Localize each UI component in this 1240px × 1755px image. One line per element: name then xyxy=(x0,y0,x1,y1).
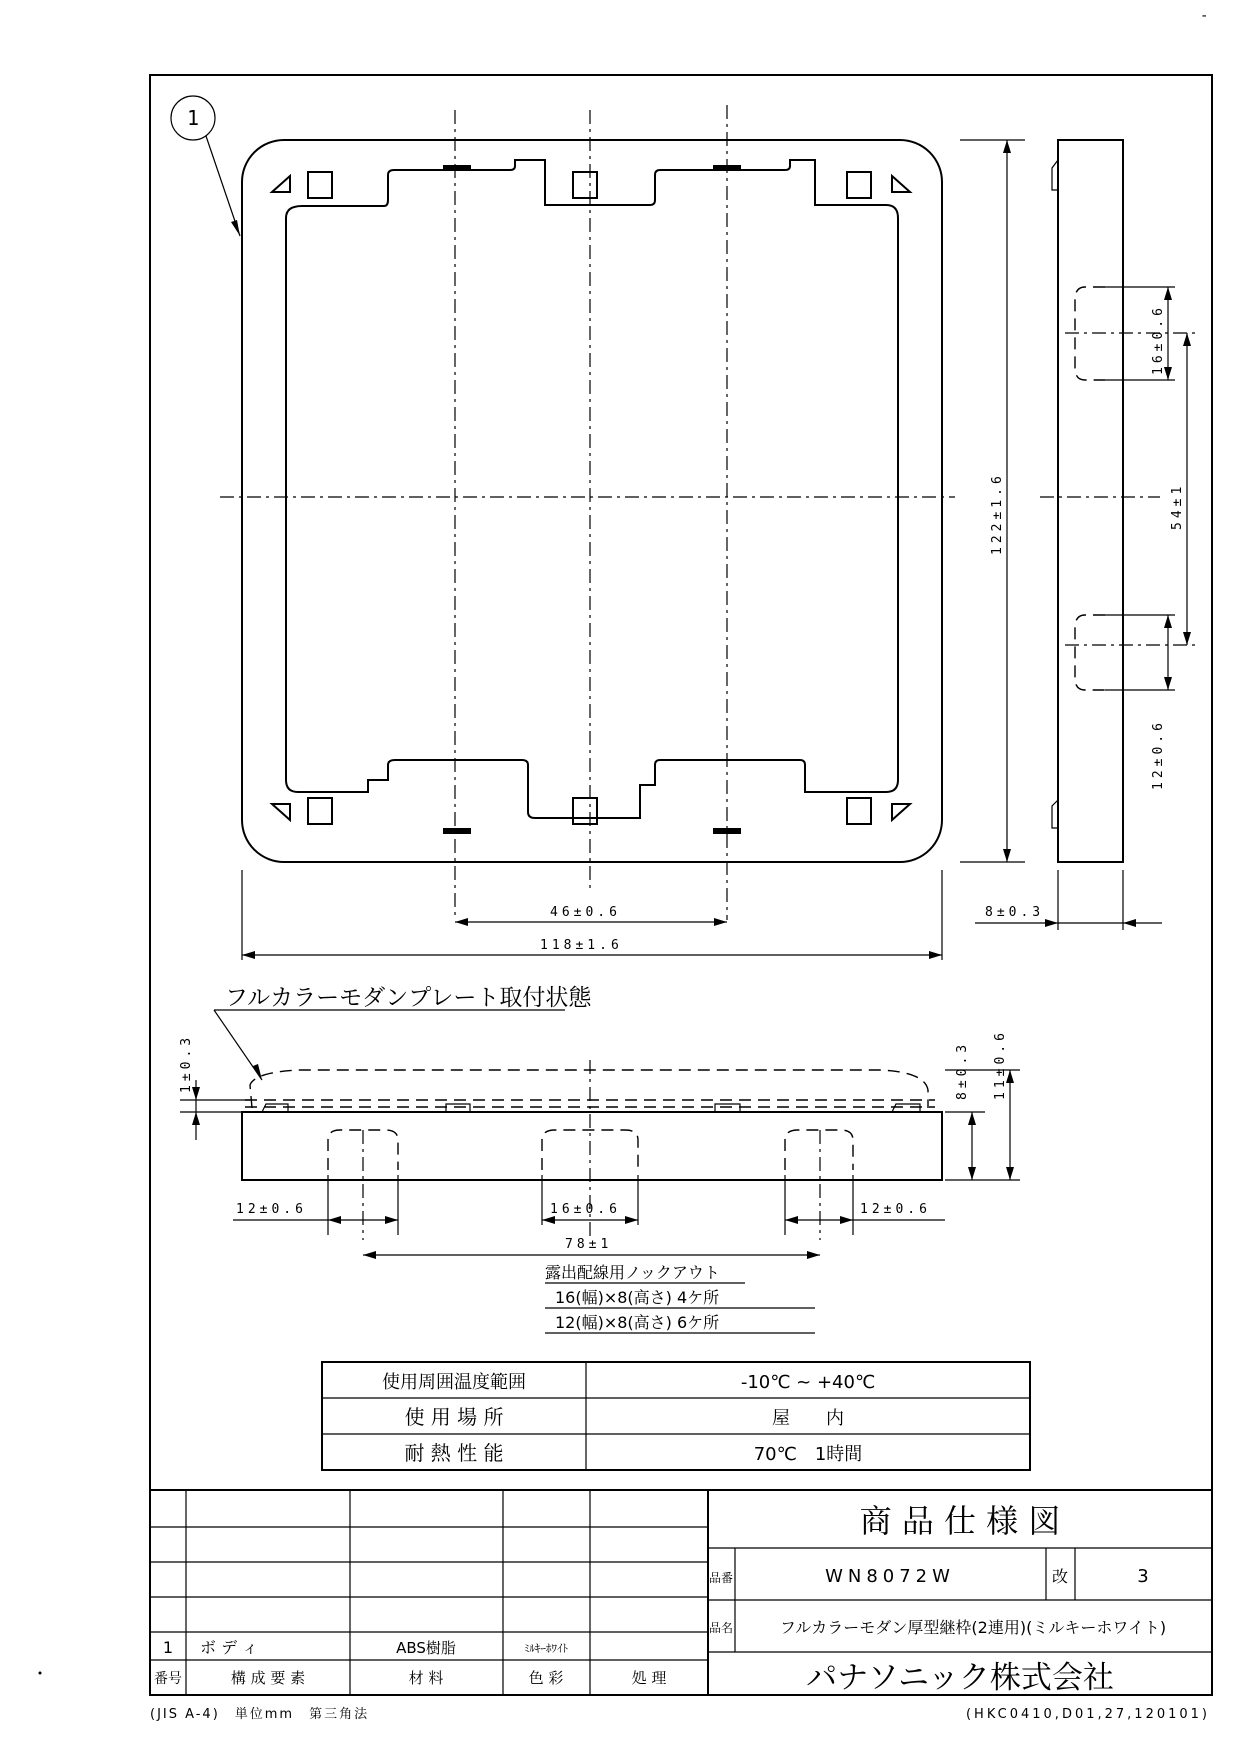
dim-16-side: 16±0.6 xyxy=(1151,304,1166,375)
tb-kai: 3 xyxy=(1137,1566,1149,1587)
spec-label-place: 使 用 場 所 xyxy=(404,1405,504,1429)
dim-54: 54±1 xyxy=(1170,482,1185,530)
dim-16-center: 16±0.6 xyxy=(550,1202,621,1217)
tb-h-process: 処 理 xyxy=(631,1669,667,1687)
dim-8-plate: 8±0.3 xyxy=(955,1040,970,1100)
spec-label-temp: 使用周囲温度範囲 xyxy=(382,1372,526,1393)
tb-company: パナソニック株式会社 xyxy=(806,1660,1114,1696)
tb-h-no: 番号 xyxy=(154,1671,182,1687)
tb-hinban: WN8072W xyxy=(825,1566,955,1587)
dim-11-plate: 11±0.6 xyxy=(993,1029,1008,1100)
spec-value-temp: -10℃ ~ +40℃ xyxy=(740,1372,876,1393)
part-balloon xyxy=(171,96,240,236)
tb-kai-label: 改 xyxy=(1051,1567,1069,1586)
tb-row-part: ボ デ ィ xyxy=(200,1638,259,1657)
dim-8-thick: 8±0.3 xyxy=(985,905,1045,920)
knockout-note xyxy=(545,1263,815,1333)
knockout-title: 露出配線用ノックアウト xyxy=(545,1263,720,1282)
tb-hinban-label: 品番 xyxy=(708,1571,734,1585)
dim-1-plate: 1±0.3 xyxy=(179,1033,194,1093)
tb-row-material: ABS樹脂 xyxy=(396,1639,456,1657)
dim-12-right: 12±0.6 xyxy=(860,1202,931,1217)
tb-h-material: 材 料 xyxy=(408,1669,444,1687)
tb-hinmei-label: 品名 xyxy=(708,1621,734,1635)
dim-12-left: 12±0.6 xyxy=(236,1202,307,1217)
spec-value-place: 屋 内 xyxy=(772,1408,844,1429)
tb-title: 商 品 仕 様 図 xyxy=(859,1502,1061,1540)
tb-row-color: ﾐﾙｷｰﾎﾜｲﾄ xyxy=(524,1642,568,1655)
tb-h-color: 色 彩 xyxy=(528,1669,564,1687)
footer-right: (HKC0410,D01,27,120101) xyxy=(965,1707,1210,1722)
part-balloon-number: 1 xyxy=(186,106,200,130)
footer-left: (JIS A-4) 単位mm 第三角法 xyxy=(150,1707,370,1722)
sheet-border xyxy=(150,75,1212,1695)
dim-118: 118±1.6 xyxy=(540,938,623,953)
punch-dot xyxy=(39,1672,42,1675)
tb-row-no: 1 xyxy=(162,1638,174,1657)
side-view xyxy=(975,140,1195,930)
spec-label-heat: 耐 熱 性 能 xyxy=(404,1441,504,1465)
tb-h-part: 構 成 要 素 xyxy=(230,1669,306,1687)
tb-hinmei: フルカラーモダン厚型継枠(2連用)(ミルキーホワイト) xyxy=(779,1618,1167,1637)
knockout-line1: 16(幅)×8(高さ) 4ケ所 xyxy=(555,1288,720,1307)
corner-mark: - xyxy=(1200,8,1209,24)
knockout-line2: 12(幅)×8(高さ) 6ケ所 xyxy=(555,1313,720,1332)
front-dims xyxy=(242,140,1025,960)
plate-label: フルカラーモダンプレート取付状態 xyxy=(225,985,592,1011)
front-view xyxy=(220,105,955,920)
dim-78: 78±1 xyxy=(565,1237,613,1252)
spec-value-heat: 70℃ 1時間 xyxy=(753,1444,863,1465)
dim-46: 46±0.6 xyxy=(550,905,621,920)
dim-122: 122±1.6 xyxy=(990,472,1005,555)
spec-table xyxy=(322,1362,1030,1470)
title-block xyxy=(150,1490,1212,1696)
dim-12-side: 12±0.6 xyxy=(1151,719,1166,790)
section-view xyxy=(179,985,1020,1259)
